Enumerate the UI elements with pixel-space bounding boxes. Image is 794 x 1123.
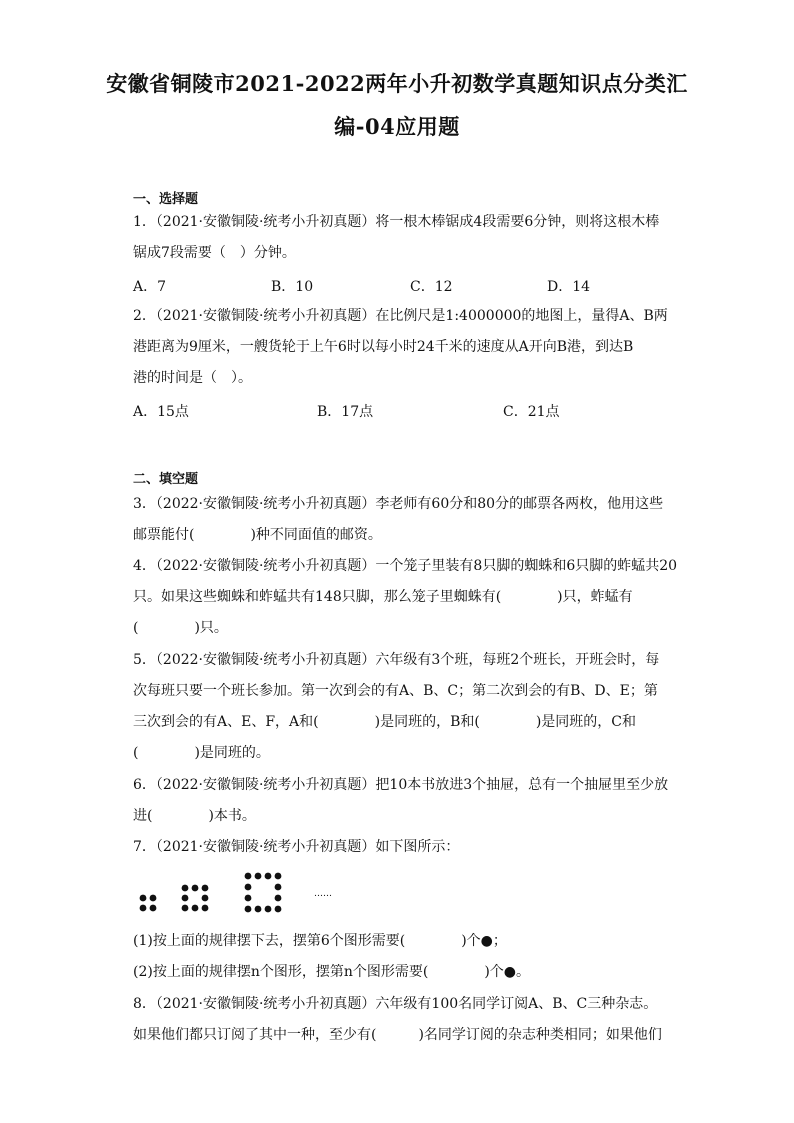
q1-line-1: 1．（2021·安徽铜陵·统考小升初真题）将一根木棒锯成4段需要6分钟，则将这根木棒 <box>133 214 660 230</box>
q1-option-b: B．10 <box>271 279 314 295</box>
q5-line-1: 5．（2022·安徽铜陵·统考小升初真题）六年级有3个班，每班2个班长，开班会时，每 <box>133 652 660 668</box>
q1-option-a: A．7 <box>133 279 167 295</box>
q6-line-2: 进( )本书。 <box>133 808 256 824</box>
q2-line-3: 港的时间是（ ）。 <box>133 370 252 386</box>
q7-sub-question-1: (1)按上面的规律摆下去，摆第6个图形需要( )个●； <box>133 933 507 949</box>
q6-line-1: 6．（2022·安徽铜陵·统考小升初真题）把10本书放进3个抽屉，总有一个抽屉里至少放 <box>133 777 669 793</box>
q1-option-c: C．12 <box>410 279 453 295</box>
dot-pattern-ellipsis: …… <box>314 889 332 899</box>
q2-option-a: A．15点 <box>133 404 189 420</box>
q4-line-3: ( )只。 <box>133 620 228 636</box>
document-title-line-1: 安徽省铜陵市2021-2022两年小升初数学真题知识点分类汇 <box>106 71 688 96</box>
q2-line-1: 2．（2021·安徽铜陵·统考小升初真题）在比例尺是1:4000000的地图上，量得A、B两 <box>133 308 668 324</box>
dot-pattern-figure <box>136 868 336 918</box>
q5-line-3: 三次到会的有A、E、F，A和( )是同班的，B和( )是同班的，C和 <box>133 714 637 730</box>
q4-line-1: 4．（2022·安徽铜陵·统考小升初真题）一个笼子里装有8只脚的蜘蛛和6只脚的蚱蜢共20 <box>133 558 678 574</box>
dot-figure-2 <box>182 885 209 912</box>
q8-line-1: 8．（2021·安徽铜陵·统考小升初真题）六年级有100名同学订阅A、B、C三种杂志。 <box>133 996 658 1012</box>
q7-line-1: 7．（2021·安徽铜陵·统考小升初真题）如下图所示： <box>133 839 460 855</box>
q2-option-c: C．21点 <box>503 404 560 420</box>
q1-option-d: D．14 <box>547 279 591 295</box>
section-heading-fill: 二、填空题 <box>133 472 199 487</box>
q3-line-1: 3．（2022·安徽铜陵·统考小升初真题）李老师有60分和80分的邮票各两枚，他用这些 <box>133 496 664 512</box>
document-title-line-2: 编-04应用题 <box>334 114 460 139</box>
section-heading-choice: 一、选择题 <box>133 192 199 207</box>
q2-line-2: 港距离为9厘米，一艘货轮于上午6时以每小时24千米的速度从A开向B港，到达B <box>133 339 634 355</box>
q8-line-2: 如果他们都只订阅了其中一种，至少有( )名同学订阅的杂志种类相同；如果他们 <box>133 1027 662 1043</box>
q4-line-2: 只。如果这些蜘蛛和蚱蜢共有148只脚，那么笼子里蜘蛛有( )只，蚱蜢有 <box>133 589 633 605</box>
q7-sub-question-2: (2)按上面的规律摆n个图形，摆第n个图形需要( )个●。 <box>133 964 531 980</box>
q3-line-2: 邮票能付( )种不同面值的邮资。 <box>133 527 382 543</box>
q2-option-b: B．17点 <box>317 404 374 420</box>
dot-figure-3 <box>245 873 282 913</box>
q5-line-2: 次每班只要一个班长参加。第一次到会的有A、B、C；第二次到会的有B、D、E；第 <box>133 683 658 699</box>
q5-line-4: ( )是同班的。 <box>133 745 270 761</box>
dot-figure-1 <box>140 895 157 912</box>
q1-line-2: 锯成7段需要（ ）分钟。 <box>133 245 296 261</box>
